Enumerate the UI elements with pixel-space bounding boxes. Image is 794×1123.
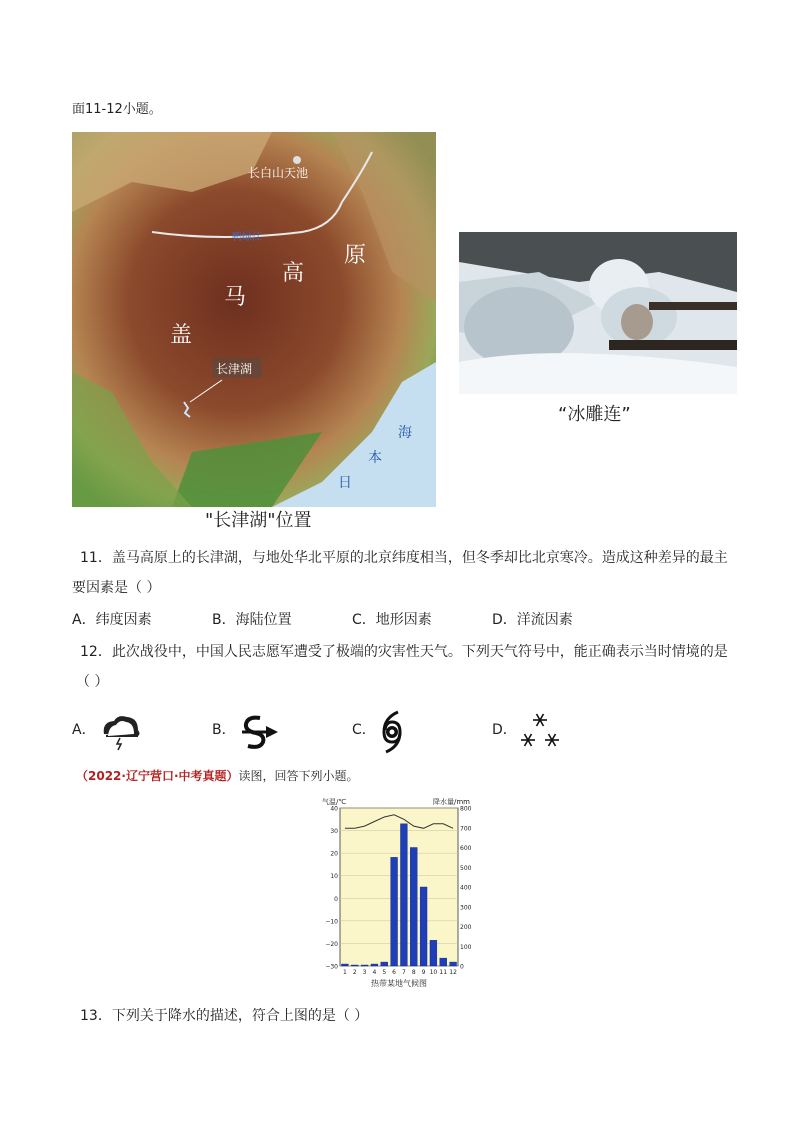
y-axis-label: 气温/℃ bbox=[322, 798, 347, 806]
photo-caption: “冰雕连” bbox=[558, 404, 631, 425]
q11-option-d[interactable]: D．洋流因素 bbox=[492, 612, 573, 628]
x-tick-11: 11 bbox=[439, 969, 448, 976]
q11-option-a[interactable]: A．纬度因素 bbox=[72, 612, 152, 628]
plot-area bbox=[340, 808, 458, 966]
y2-tick-7: 100 bbox=[460, 943, 472, 951]
label-plateau-3: 高 bbox=[282, 261, 305, 286]
q12-option-a-label: A． bbox=[72, 722, 96, 738]
precip-bar-12 bbox=[450, 962, 457, 966]
y-tick-5: −10 bbox=[325, 918, 338, 926]
x-tick-1: 1 bbox=[343, 969, 347, 976]
ice-sculpture-photo bbox=[459, 232, 737, 394]
label-plateau-4: 原 bbox=[344, 243, 367, 268]
sandstorm-icon bbox=[236, 712, 280, 752]
precip-bar-7 bbox=[400, 824, 407, 966]
question-12-options bbox=[72, 710, 632, 754]
precip-bar-11 bbox=[440, 958, 447, 966]
x-tick-5: 5 bbox=[382, 969, 387, 976]
y2-tick-3: 500 bbox=[460, 864, 472, 872]
x-tick-2: 2 bbox=[352, 969, 357, 976]
source-line bbox=[76, 766, 359, 786]
source-text: 读图，回答下列小题。 bbox=[238, 769, 359, 783]
y-tick-3: 10 bbox=[330, 873, 338, 881]
y-tick-4: 0 bbox=[334, 895, 338, 903]
q12-option-b-label: B． bbox=[212, 722, 236, 738]
precip-bar-8 bbox=[410, 848, 417, 967]
x-tick-6: 6 bbox=[392, 969, 396, 976]
q12-option-d-label: D． bbox=[492, 722, 517, 738]
x-tick-4: 4 bbox=[372, 969, 377, 976]
precip-bar-6 bbox=[391, 857, 398, 966]
y2-axis-label: 降水量/mm bbox=[433, 798, 470, 806]
y-tick-0: 40 bbox=[330, 805, 338, 813]
y2-tick-1: 700 bbox=[460, 825, 472, 833]
y-tick-2: 20 bbox=[330, 850, 338, 858]
x-tick-10: 10 bbox=[429, 969, 438, 976]
question-11-line1: 11．盖马高原上的长津湖，与地处华北平原的北京纬度相当，但冬季却比北京寒冷。造成这种差异的最主 bbox=[80, 550, 728, 566]
question-12-line2: （ ） bbox=[76, 674, 109, 690]
y-tick-1: 30 bbox=[330, 828, 338, 836]
source-tag: （2022·辽宁营口·中考真题） bbox=[76, 769, 239, 783]
precip-bar-5 bbox=[381, 962, 388, 966]
label-sea-3: 海 bbox=[398, 425, 412, 441]
label-tianchi: 长白山天池 bbox=[248, 166, 309, 180]
typhoon-icon bbox=[376, 710, 408, 754]
y2-tick-4: 400 bbox=[460, 884, 472, 892]
climate-chart bbox=[320, 796, 472, 992]
y2-tick-8: 0 bbox=[460, 963, 464, 971]
precip-bar-10 bbox=[430, 940, 437, 966]
heavy-snow-icon bbox=[516, 710, 564, 754]
thunderstorm-icon bbox=[98, 712, 144, 752]
map-caption: "长津湖"位置 bbox=[205, 510, 312, 531]
q12-option-d[interactable] bbox=[492, 710, 612, 754]
precip-bar-4 bbox=[371, 964, 378, 966]
precip-bar-3 bbox=[361, 965, 368, 966]
q12-option-c[interactable] bbox=[352, 710, 472, 754]
label-plateau-1: 盖 bbox=[170, 323, 193, 348]
y-tick-7: −30 bbox=[325, 963, 338, 971]
y2-tick-5: 300 bbox=[460, 904, 472, 912]
precip-bar-2 bbox=[351, 965, 358, 966]
q12-option-c-label: C． bbox=[352, 722, 376, 738]
label-lake: 长津湖 bbox=[216, 362, 253, 376]
q12-option-b[interactable] bbox=[212, 710, 332, 754]
question-11-line2: 要因素是（ ） bbox=[72, 580, 161, 596]
q11-option-b[interactable]: B．海陆位置 bbox=[212, 612, 292, 628]
y2-tick-2: 600 bbox=[460, 845, 472, 852]
x-tick-7: 7 bbox=[402, 969, 406, 976]
label-sea-1: 日 bbox=[338, 475, 352, 491]
question-13-line1: 13．下列关于降水的描述，符合上图的是（ ） bbox=[80, 1008, 369, 1024]
terrain-map bbox=[72, 132, 436, 507]
x-tick-8: 8 bbox=[411, 969, 416, 976]
y-tick-6: −20 bbox=[325, 940, 338, 948]
x-tick-9: 9 bbox=[421, 969, 426, 976]
y2-tick-0: 800 bbox=[460, 805, 472, 813]
q11-option-c[interactable]: C．地形因素 bbox=[352, 612, 432, 628]
label-plateau-2: 马 bbox=[224, 285, 247, 310]
label-sea-2: 本 bbox=[368, 450, 382, 466]
y2-tick-6: 200 bbox=[460, 924, 472, 931]
x-tick-3: 3 bbox=[362, 969, 367, 976]
x-tick-12: 12 bbox=[449, 969, 457, 976]
precip-bar-9 bbox=[420, 887, 427, 966]
q12-option-a[interactable] bbox=[72, 710, 192, 754]
label-river: 鸭绿江 bbox=[232, 232, 262, 243]
intro-text: 面11-12小题。 bbox=[72, 102, 162, 117]
question-12-line1: 12．此次战役中，中国人民志愿军遭受了极端的灾害性天气。下列天气符号中，能正确表示当时情境的是 bbox=[80, 644, 728, 660]
chart-title: 热带某地气候图 bbox=[371, 979, 427, 988]
precip-bar-1 bbox=[341, 964, 348, 966]
